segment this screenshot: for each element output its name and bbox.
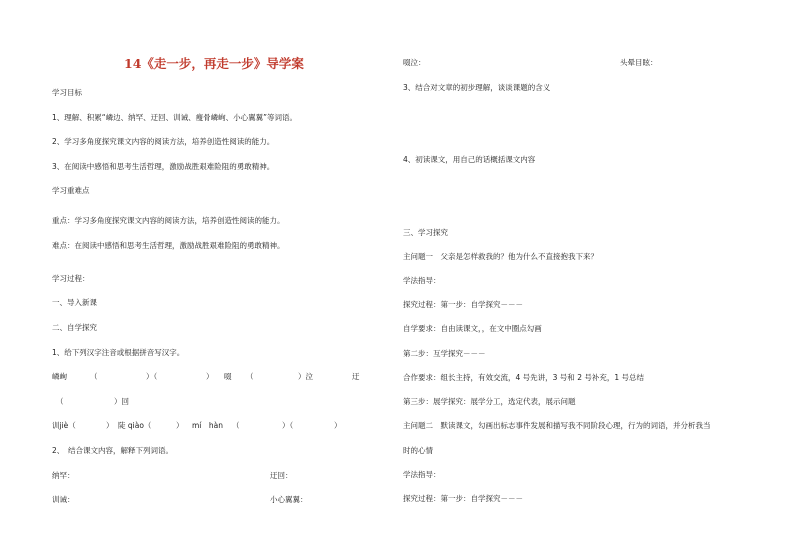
heading-process: 学习过程：: [52, 274, 90, 283]
explore-step-1b: 探究过程：第一步：自学探究－－－: [403, 494, 523, 503]
pinyin-paren: （: [232, 421, 240, 430]
pinyin-paren: ）: [334, 421, 342, 430]
self-study-req: 自学要求：自由读课文，，在文中圈点勾画: [403, 324, 542, 333]
pinyin-word-2: 啜: [224, 372, 232, 381]
keypoint-2: 难点：在阅读中感悟和思考生活哲理，激励战胜艰难险阻的勇敢精神。: [52, 241, 285, 250]
method-guide-2: 学法指导：: [403, 470, 441, 479]
pinyin-word-6: 训jiè（: [52, 421, 76, 430]
word-yuhui: 迂回：: [270, 471, 293, 480]
explore-step-2: 第二步：互学探究－－－: [403, 349, 486, 358]
pinyin-word-5: ）回: [114, 397, 129, 406]
pinyin-word-1: 嶙峋: [52, 372, 67, 381]
section-explore: 三、学习探究: [403, 228, 448, 237]
main-question-1: 主问题一 父亲是怎样救我的？他为什么不直接抱我下来？: [403, 252, 598, 261]
pinyin-word-7: 陡 qiào（: [118, 421, 152, 430]
word-xunjie: 训诫：: [52, 495, 75, 504]
question-1: 1、给下列汉字注音或根据拼音写汉字。: [52, 348, 185, 357]
cooperation-req: 合作要求：组长主持，有效交流，4 号先讲，3 号和 2 号补充，1 号总结: [403, 373, 645, 382]
word-touyunmuxuan: 头晕目眩：: [620, 58, 658, 67]
pinyin-paren: ）: [206, 372, 214, 381]
keypoint-1: 重点：学习多角度探究课文内容的阅读方法，培养创造性阅读的能力。: [52, 216, 285, 225]
question-2: 2、 结合课文内容，解释下列词语。: [52, 446, 174, 455]
page-title: 14《走一步，再走一步》导学案: [124, 56, 304, 71]
objective-2: 2、学习多角度探究课文内容的阅读方法，培养创造性阅读的能力。: [52, 137, 275, 146]
heading-objectives: 学习目标: [52, 88, 82, 97]
question-4: 4、初读课文，用自己的话概括课文内容: [403, 155, 536, 164]
pinyin-paren: ）（: [146, 372, 158, 381]
word-nahan: 纳罕：: [52, 471, 75, 480]
pinyin-paren: （: [90, 372, 98, 381]
pinyin-paren: ）: [176, 421, 184, 430]
pinyin-word-8: mí hàn: [192, 421, 223, 430]
pinyin-paren: ）: [106, 421, 114, 430]
word-xiaoxinyiyi: 小心翼翼：: [270, 495, 308, 504]
main-question-2-cont: 时的心情: [403, 446, 433, 455]
pinyin-word-3: ）泣: [298, 372, 313, 381]
pinyin-paren: （: [56, 397, 64, 406]
explore-step-1: 探究过程：第一步：自学探究－－－: [403, 300, 523, 309]
explore-step-3: 第三步：展学探究：展学分工，选定代表，展示问题: [403, 397, 576, 406]
word-chuoqi: 啜泣：: [403, 58, 426, 67]
heading-keypoints: 学习重难点: [52, 186, 90, 195]
question-3: 3、结合对文章的初步理解，谈谈课题的含义: [403, 83, 551, 92]
section-self-study: 二、自学探究: [52, 323, 97, 332]
pinyin-word-4: 迂: [352, 372, 360, 381]
main-question-2: 主问题二 默读课文，勾画出标志事件发展和描写我不同阶段心理，行为的词语，并分析我当: [403, 421, 711, 430]
method-guide: 学法指导：: [403, 276, 441, 285]
objective-3: 3、在阅读中感悟和思考生活哲理，激励战胜艰难险阻的勇敢精神。: [52, 162, 275, 171]
pinyin-paren: （: [246, 372, 254, 381]
objective-1: 1、理解、积累“嶙边、纳罕、迂回、训诫、瘦骨嶙峋、小心翼翼”等词语。: [52, 113, 298, 122]
pinyin-paren: ）（: [282, 421, 294, 430]
section-intro: 一、导入新课: [52, 298, 97, 307]
